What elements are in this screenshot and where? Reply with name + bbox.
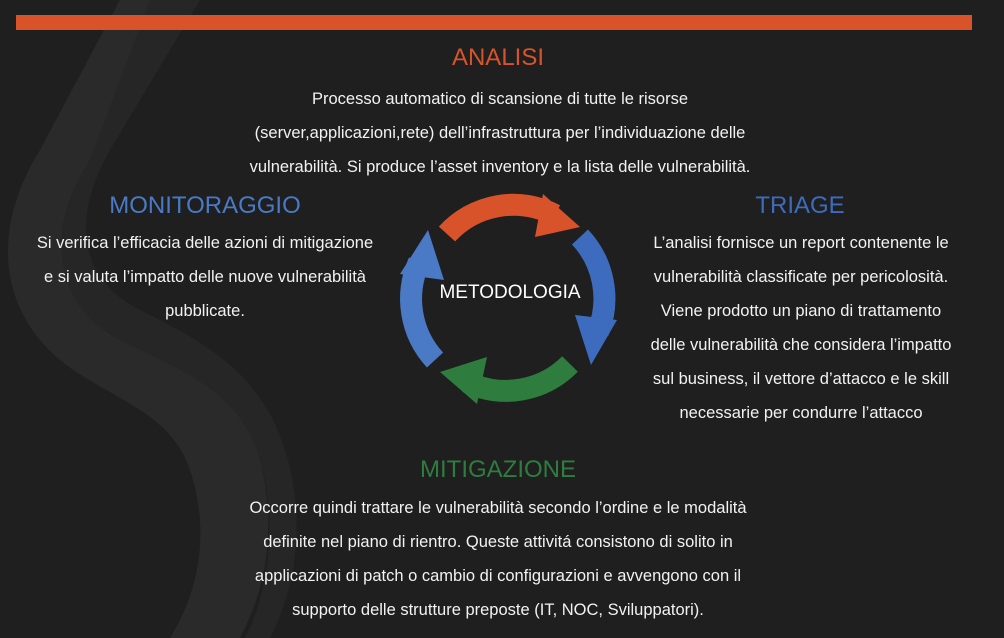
triage-heading: TRIAGE (755, 192, 845, 219)
triage-line: necessarie per condurre l’attacco (679, 404, 923, 422)
analisi-heading: ANALISI (451, 44, 545, 71)
monitoraggio-line: e si valuta l’impatto delle nuove vulnerabilità (44, 268, 366, 286)
mitigazione-heading: MITIGAZIONE (420, 456, 576, 483)
analisi-to-triage-arrow (447, 194, 580, 237)
analisi-line: vulnerabilità. Si produce l’asset inventory e la lista delle vulnerabilità. (249, 158, 751, 176)
triage-line: L’analisi fornisce un report contenente le (653, 234, 949, 252)
triage-line: vulnerabilità classificate per pericolosità. (653, 268, 949, 286)
analisi-description (200, 82, 800, 184)
mitigazione-line: supporto delle strutture preposte (IT, NOC, Sviluppatori). (292, 601, 704, 619)
monitoraggio-heading: MONITORAGGIO (109, 192, 301, 219)
monitoraggio-line: Si verifica l’efficacia delle azioni di mitigazione (36, 234, 374, 252)
analisi-line: (server,applicazioni,rete) dell’infrastruttura per l’individuazione delle (254, 124, 746, 142)
triage-line: delle vulnerabilità che considera l’impatto (650, 336, 952, 354)
mitigazione-description (180, 491, 816, 627)
methodology-label: METODOLOGIA (439, 282, 581, 303)
mitigazione-line: definite nel piano di rientro. Queste attivitá consistono di solito in (263, 533, 733, 551)
triage-line: sul business, il vettore d’attacco e le skill (652, 370, 950, 388)
monitoraggio-description (10, 226, 400, 328)
mitigazione-line: applicazioni di patch o cambio di configurazioni e avvengono con il (254, 567, 742, 585)
analisi-line: Processo automatico di scansione di tutte le risorse (311, 90, 689, 108)
mitigazione-line: Occorre quindi trattare le vulnerabilità secondo l’ordine e le modalità (249, 499, 747, 517)
mitigazione-to-monitoraggio-arrow (440, 357, 570, 404)
top-accent-bar (16, 15, 972, 30)
triage-description (612, 226, 990, 430)
monitoraggio-line: pubblicate. (165, 302, 245, 320)
triage-line: Viene prodotto un piano di trattamento (660, 302, 942, 320)
